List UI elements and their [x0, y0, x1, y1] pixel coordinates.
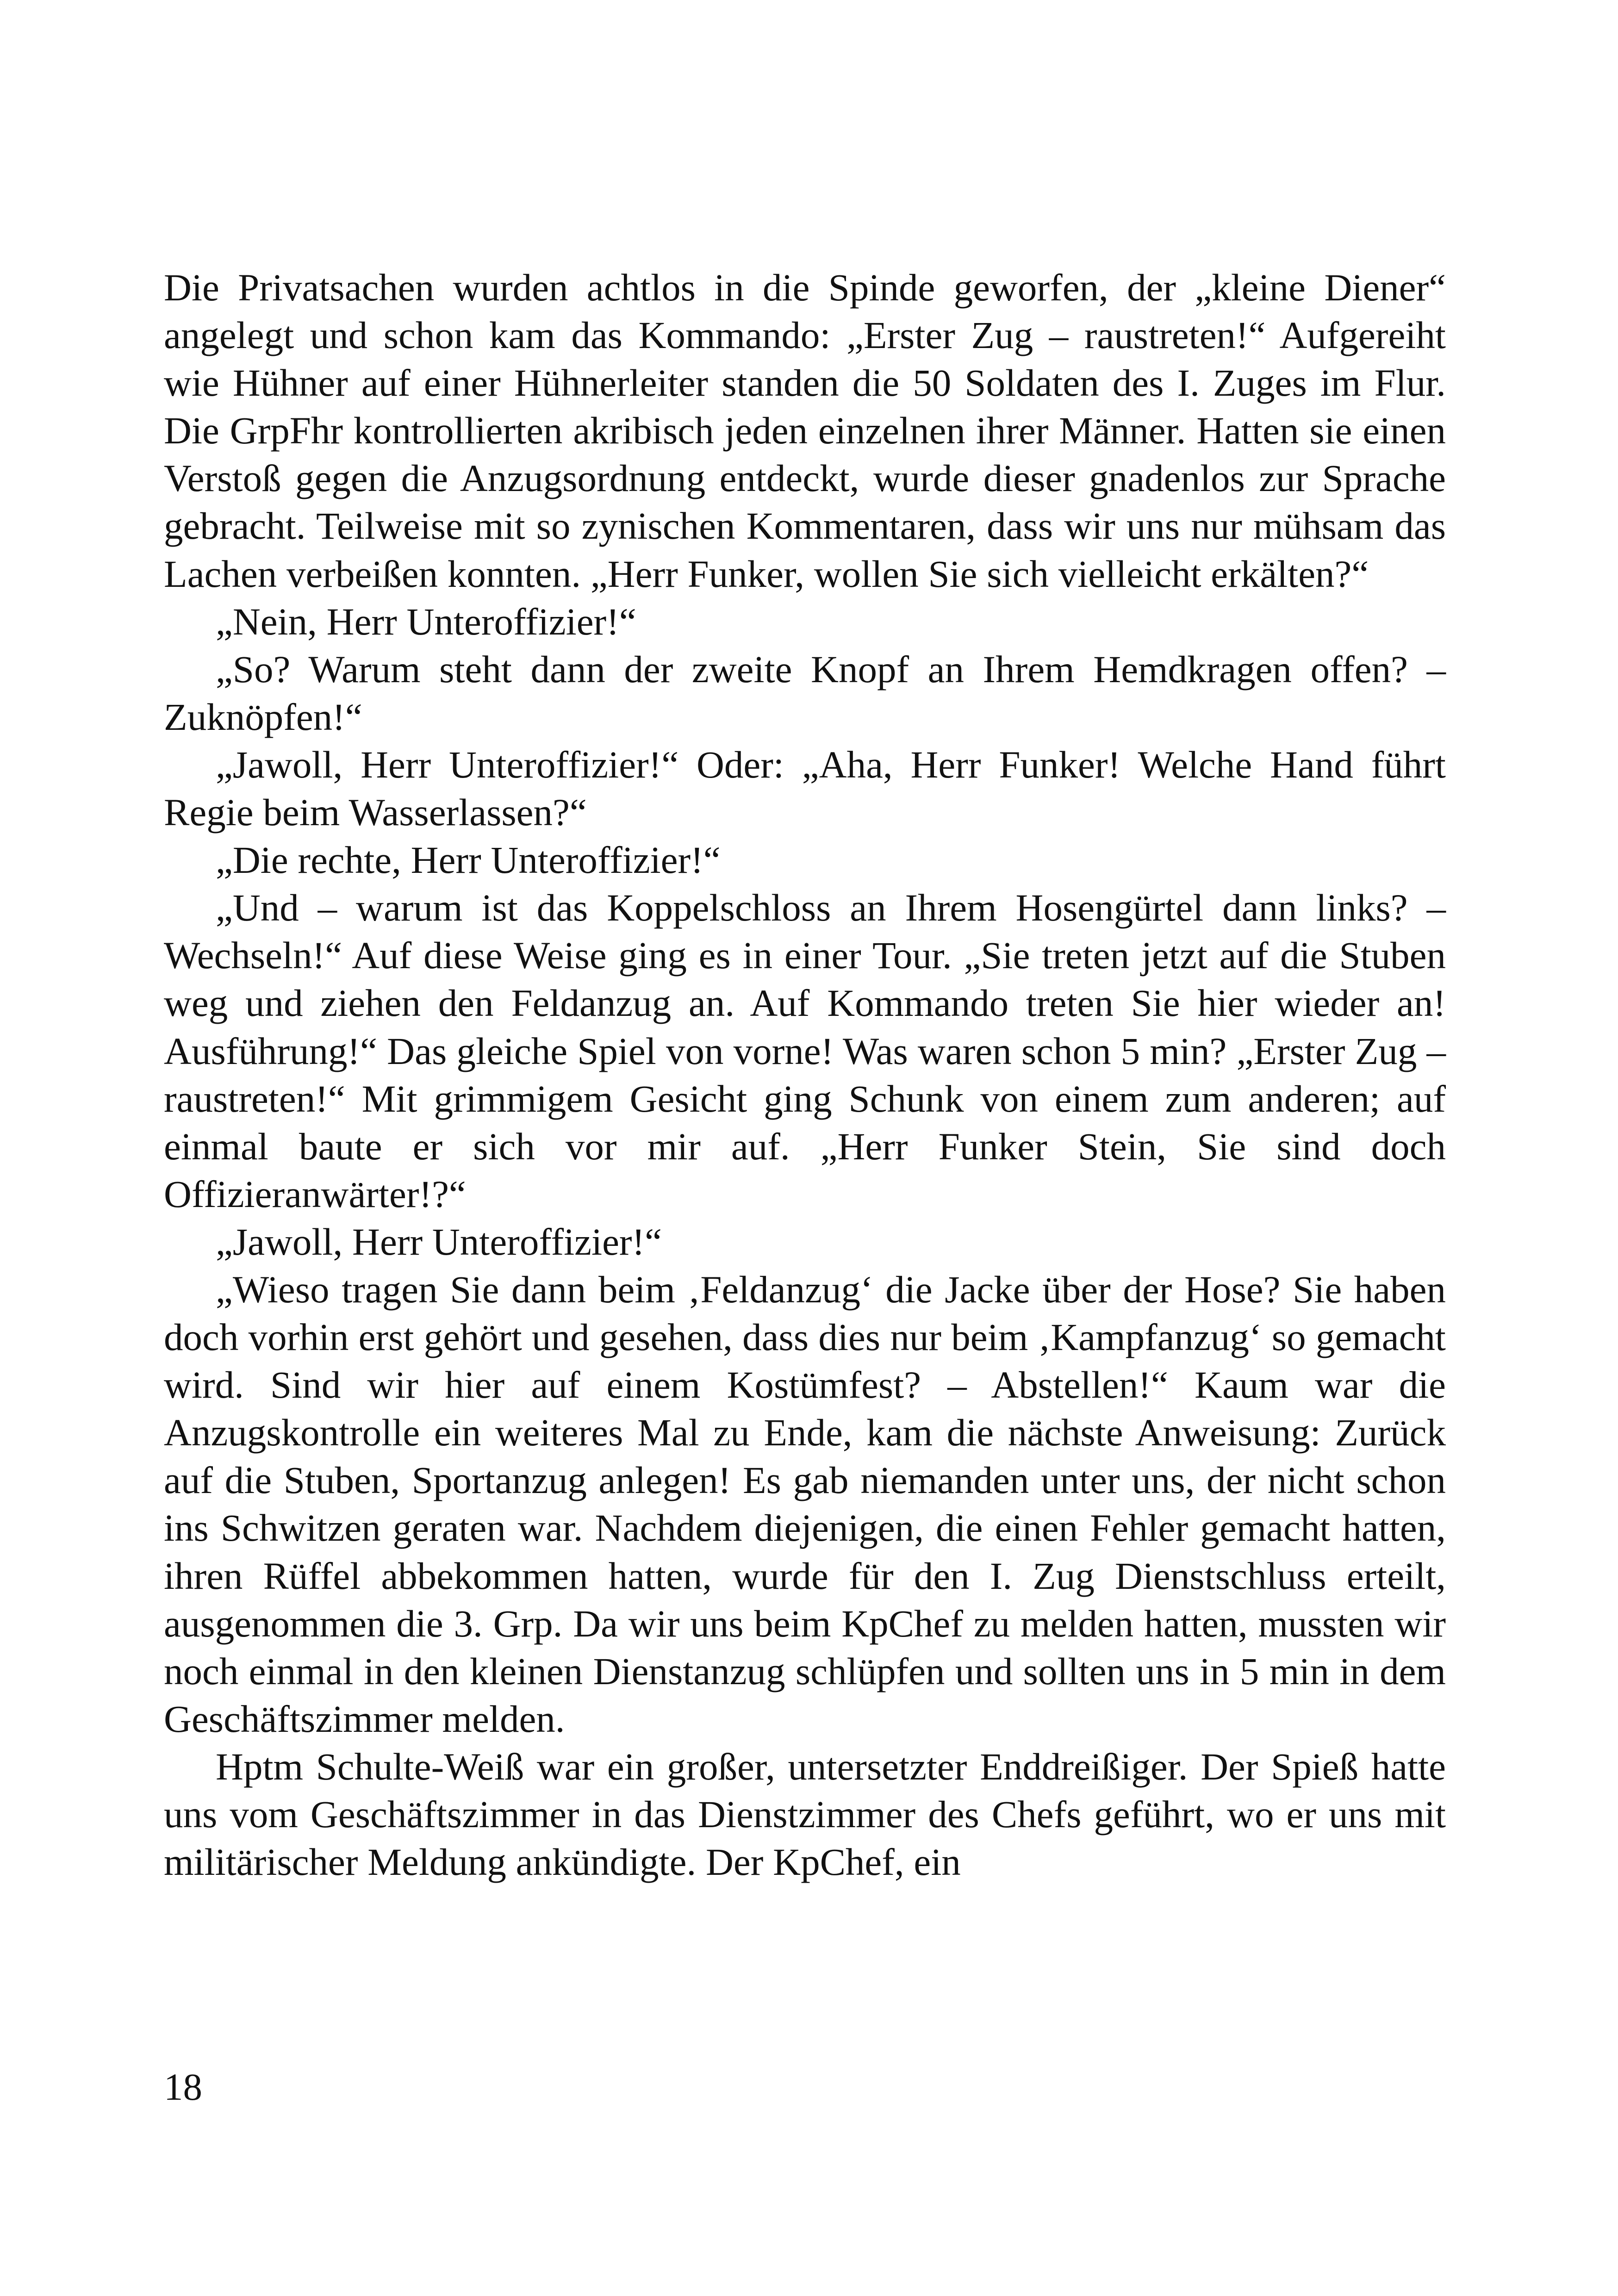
paragraph: „Wieso tragen Sie dann beim ‚Feldanzug‘ die Jacke über der Hose? Sie haben doch vorhin erst gehört und gesehen, dass dies nur beim ‚Kampfanzug‘ so gemacht wird. Sind wir hier auf einem Kostümfest? – Abstellen!“ Kaum war die Anzugskontrolle ein weiteres Mal zu Ende, kam die nächste Anweisung: Zurück auf die Stuben, Sportanzug anlegen! Es gab niemanden unter uns, der nicht schon ins Schwitzen geraten war. Nachdem diejenigen, die einen Fehler gemacht hatten, ihren Rüffel abbekommen hatten, wurde für den I. Zug Dienstschluss erteilt, ausgenommen die 3. Grp. Da wir uns beim KpChef zu melden hatten, mussten wir noch einmal in den kleinen Dienstanzug schlüpfen und sollten uns in 5 min in dem Geschäftszimmer melden. — [164, 1268, 1446, 1740]
paragraph: „So? Warum steht dann der zweite Knopf an Ihrem Hemdkragen offen? – Zuknöpfen!“ — [164, 647, 1446, 738]
paragraph: „Jawoll, Herr Unteroffizier!“ Oder: „Aha, Herr Funker! Welche Hand führt Regie beim Wasserlassen?“ — [164, 743, 1446, 834]
paragraph: „Und – warum ist das Koppelschloss an Ihrem Hosengürtel dann links? – Wechseln!“ Auf diese Weise ging es in einer Tour. „Sie treten jetzt auf die Stuben weg und ziehen den Feldanzug an. Auf Kommando treten Sie hier wieder an! Ausführung!“ Das gleiche Spiel von vorne! Was waren schon 5 min? „Erster Zug – raustreten!“ Mit grimmigem Gesicht ging Schunk von einem zum anderen; auf einmal baute er sich vor mir auf. „Herr Funker Stein, Sie sind doch Offizieranwärter!?“ — [164, 886, 1446, 1215]
paragraph: Hptm Schulte-Weiß war ein großer, untersetzter Enddreißiger. Der Spieß hatte uns vom Geschäftszimmer in das Dienstzimmer des Chefs geführt, wo er uns mit militärischer Meldung ankündigte. Der KpChef, ein — [164, 1745, 1446, 1884]
paragraph: „Die rechte, Herr Unteroffizier!“ — [216, 839, 721, 882]
page-number: 18 — [164, 2066, 202, 2108]
paragraph: „Nein, Herr Unteroffizier!“ — [216, 600, 636, 643]
paragraph: „Jawoll, Herr Unteroffizier!“ — [216, 1220, 662, 1263]
page-body-text — [164, 264, 1446, 1886]
paragraph: Die Privatsachen wurden achtlos in die Spinde geworfen, der „kleine Diener“ angelegt und schon kam das Kommando: „Erster Zug – raustreten!“ Aufgereiht wie Hühner auf einer Hühnerleiter standen die 50 Soldaten des I. Zuges im Flur. Die GrpFhr kontrollierten akribisch jeden einzelnen ihrer Männer. Hatten sie einen Verstoß gegen die Anzugsordnung entdeckt, wurde dieser gnadenlos zur Sprache gebracht. Teilweise mit so zynischen Kommentaren, dass wir uns nur mühsam das Lachen verbeißen konnten. „Herr Funker, wollen Sie sich vielleicht erkälten?“ — [164, 266, 1446, 595]
